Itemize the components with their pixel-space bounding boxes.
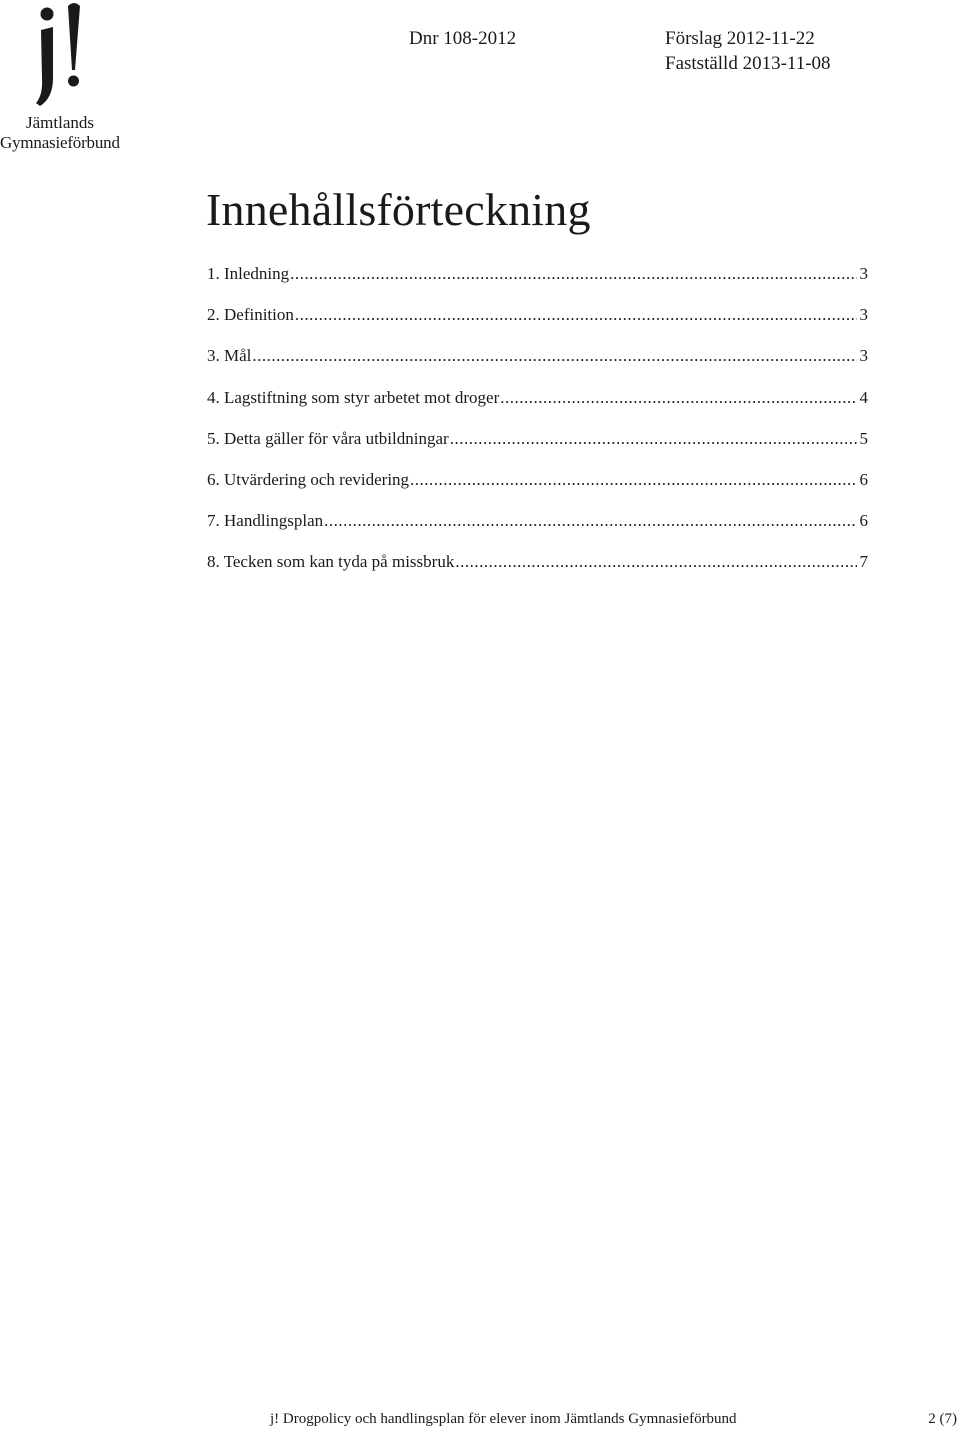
toc-item-label: 2. Definition	[207, 305, 294, 325]
document-number: Dnr 108-2012	[409, 28, 517, 49]
toc-leader-dots	[410, 468, 856, 492]
toc-item-label: 7. Handlingsplan	[207, 511, 324, 531]
toc-item-label: 5. Detta gäller för våra utbildningar	[207, 428, 449, 448]
toc-item-page: 3	[859, 346, 868, 366]
toc-item[interactable]	[207, 386, 868, 427]
toc-item[interactable]	[207, 427, 868, 468]
toc-entry-utvardering	[207, 468, 868, 509]
toc-leader-dots	[290, 262, 856, 286]
toc-item-label: 4. Lagstiftning som styr arbetet mot droger	[207, 387, 500, 407]
toc-entry-inledning	[207, 262, 868, 303]
toc-leader-dots	[324, 509, 856, 533]
document-dates	[665, 27, 831, 76]
toc-entry-tecken	[207, 550, 868, 591]
toc-item[interactable]	[207, 509, 868, 550]
toc-list	[207, 262, 868, 592]
toc-item-label: 1. Inledning	[207, 264, 290, 283]
toc-title: Innehållsförteckning	[206, 184, 591, 235]
toc-item[interactable]	[207, 550, 868, 591]
adopted-date: Fastställd 2013-11-08	[665, 53, 831, 74]
toc-item-page: 3	[859, 305, 868, 325]
toc-item-page: 6	[859, 469, 868, 489]
j-exclamation-logo-icon	[30, 0, 92, 108]
footer-page-number: 2 (7)	[928, 1411, 957, 1427]
toc-item-page: 7	[859, 552, 868, 572]
toc-item[interactable]	[207, 344, 868, 385]
toc-leader-dots	[295, 303, 857, 327]
toc-item-label: 3. Mål	[207, 346, 252, 366]
toc-item[interactable]	[207, 303, 868, 344]
toc-entry-mal	[207, 344, 868, 385]
logo-text-line1: Jämtlands	[26, 113, 94, 132]
footer-title: j! Drogpolicy och handlingsplan för elever inom Jämtlands Gymnasieförbund	[270, 1411, 737, 1427]
logo-text-line2: Gymnasieförbund	[0, 133, 120, 152]
page-footer	[270, 1408, 960, 1430]
toc-leader-dots	[500, 386, 856, 410]
toc-item-label: 8. Tecken som kan tyda på missbruk	[207, 552, 455, 572]
toc-item-page: 6	[859, 511, 868, 531]
toc-item[interactable]	[207, 468, 868, 509]
toc-item-page: 3	[859, 264, 868, 283]
toc-entry-definition	[207, 303, 868, 344]
proposal-date: Förslag 2012-11-22	[665, 28, 815, 49]
toc-item-page: 5	[859, 428, 868, 448]
toc-leader-dots	[252, 344, 856, 368]
toc-entry-utbildningar	[207, 427, 868, 468]
toc-item[interactable]	[207, 262, 868, 303]
toc-item-page: 4	[859, 387, 868, 407]
organization-logo	[0, 0, 140, 160]
toc-entry-handlingsplan	[207, 509, 868, 550]
toc-entry-lagstiftning	[207, 386, 868, 427]
toc-leader-dots	[450, 427, 857, 451]
toc-item-label: 6. Utvärdering och revidering	[207, 469, 410, 489]
toc-leader-dots	[455, 550, 856, 574]
